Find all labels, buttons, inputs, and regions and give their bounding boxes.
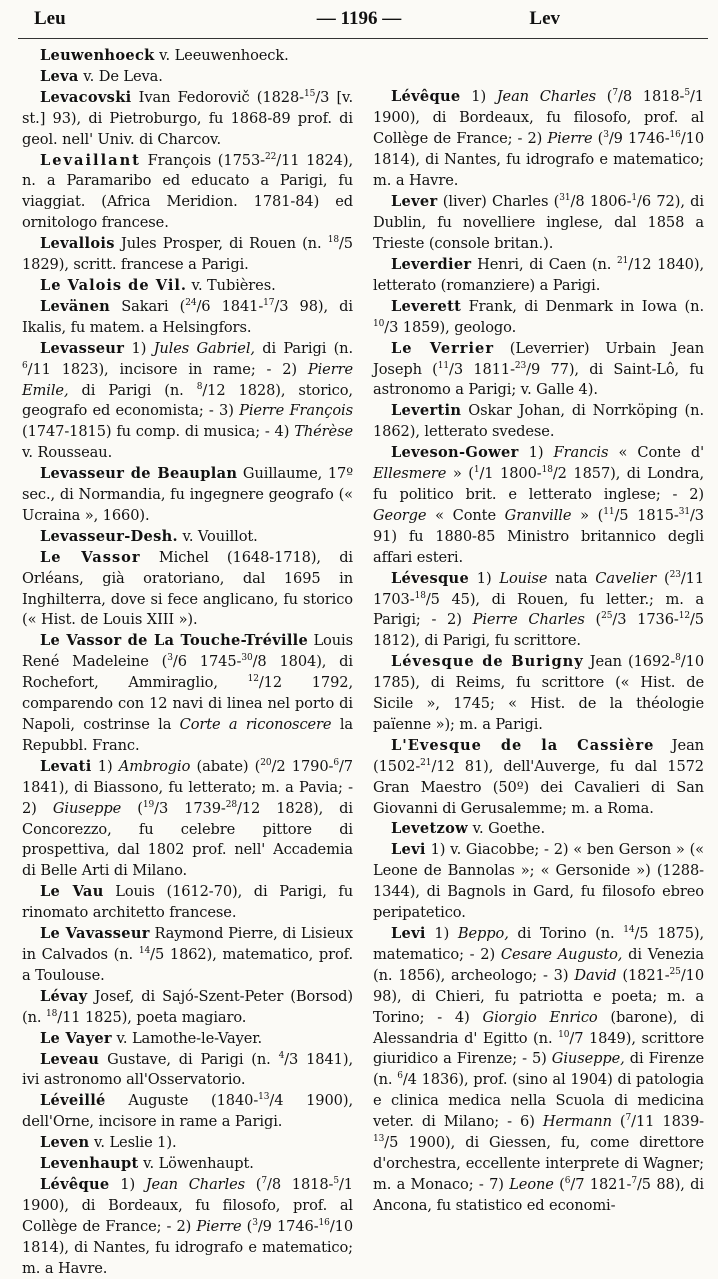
entry: Le Vassor de La Touche-Tréville Louis René Madeleine ($^3$/6 1745-$^{30}$/8 1804), di Rochefort, Ammiraglio, $^{12}$/12 1792, comparendo con 12 navi di linea nel porto di Napoli, costrinse la Corte a riconoscere la Repubbl. Franc. — [22, 632, 353, 754]
headword: Le Verrier — [391, 339, 495, 357]
entry: Leven v. Leslie 1). — [40, 1134, 177, 1152]
entry: Leveson-Gower 1) Francis « Conte d' Ellesmere » ($^1$/1 1800-$^{18}$/2 1857), di Londra, fu politico brit. e letterato inglese; - 2) George « Conte Granville » ($^{11}$/5 1815-$^{31}$/3 91) fu 1880-85 Ministro britannico degli affari esteri. — [373, 444, 705, 566]
entry: Levetzow v. Goethe. — [391, 820, 545, 838]
entry: Léveillé Auguste (1840-$^{13}$/4 1900), dell'Orne, incisore in rame a Parigi. — [22, 1092, 353, 1131]
headword: Leven — [40, 1134, 90, 1152]
page-header — [0, 8, 718, 36]
entry: Le Valois de Vil. v. Tubières. — [40, 276, 276, 294]
headword: Levi — [391, 925, 426, 943]
headword: Le Vavasseur — [40, 925, 150, 943]
left-column — [22, 46, 354, 1277]
entry: Lévesque 1) Louise nata Cavelier ($^{23}$/11 1703-$^{18}$/5 45), di Rouen, fu letter.; m. a Parigi; - 2) Pierre Charles ($^{25}$/3 1736-$^{12}$/5 1812), di Parigi, fu scrittore. — [373, 569, 705, 650]
entry: Leva v. De Leva. — [40, 67, 163, 85]
headword: Levetzow — [391, 820, 469, 838]
entry: Le Vavasseur Raymond Pierre, di Lisieux in Calvados (n. $^{14}$/5 1862), matematico, prof. a Toulouse. — [22, 925, 353, 984]
entry: L'Evesque de la Cassière Jean (1502-$^{21}$/12 81), dell'Auverge, fu dal 1572 Gran Maestro (50º) dei Cavalieri di San Giovanni di Gerusalemme; m. a Roma. — [373, 736, 704, 817]
headword: Leverdier — [391, 256, 472, 274]
entry: Lévay Josef, di Sajó-Szent-Peter (Borsod) (n. $^{18}$/11 1825), poeta magiaro. — [22, 987, 353, 1026]
entry: Le Vassor Michel (1648-1718), di Orléans, già oratoriano, dal 1695 in Inghilterra, dove si fece anglicano, fu storico (« Hist. de Louis XIII »). — [22, 548, 353, 629]
entry: Levasseur-Desh. v. Vouillot. — [40, 527, 258, 545]
entry: Levasseur de Beauplan Guillaume, 17º sec., di Normandia, fu ingegnere geografo (« Ucraina », 1660). — [22, 465, 353, 524]
right-column-content — [373, 46, 704, 1217]
headword: Le Vau — [40, 883, 104, 901]
headword: Le Valois de Vil. — [40, 276, 187, 294]
headword: Levi — [391, 841, 426, 859]
continuation-wrapper — [373, 46, 704, 192]
entry-continuation: Lévêque 1) Jean Charles ($^7$/8 1818-$^5$/1 1900), di Bordeaux, fu filosofo, prof. al Collège de France; - 2) Pierre ($^3$/9 1746-$^{16}$/10 1814), di Nantes, fu idrografo e matematico; m. a Havre. — [373, 88, 704, 189]
entry: Le Vau Louis (1612-70), di Parigi, fu rinomato architetto francese. — [22, 883, 353, 922]
headword: Lévesque de Burigny — [391, 653, 584, 671]
entry: Levasseur 1) Jules Gabriel, di Parigi (n. $^6$/11 1823), incisore in rame; - 2) Pierre Emile, di Parigi (n. $^8$/12 1828), storico, geografo ed economista; - 3) Pierre François (1747-1815) fu comp. di musica; - 4) Thérèse v. Rousseau. — [22, 339, 354, 462]
entry: Levänen Sakari ($^{24}$/6 1841-$^{17}$/3 98), di Ikalis, fu matem. a Helsingfors. — [22, 297, 353, 336]
headword: Leverett — [391, 297, 462, 315]
entry: Lévêque 1) Jean Charles ($^7$/8 1818-$^5$/1 1900), di Bordeaux, fu filosofo, prof. al Collège de France; - 2) Pierre ($^3$/9 1746-$^{16}$/10 1814), di Nantes, fu idrografo e matematico; m. a Havre. — [22, 1175, 353, 1277]
headword: Levenhaupt — [40, 1155, 139, 1173]
headword: Leveson-Gower — [391, 444, 519, 462]
entry: Levallois Jules Prosper, di Rouen (n. $^{18}$/5 1829), scritt. francese a Parigi. — [22, 235, 353, 274]
entry: Leverdier Henri, di Caen (n. $^{21}$/12 1840), letterato (romanziere) a Parigi. — [373, 256, 704, 294]
headword: Leveau — [40, 1050, 100, 1068]
entry: Leveau Gustave, di Parigi (n. $^4$/3 1841), ivi astronomo all'Osservatorio. — [22, 1050, 353, 1089]
header-rule — [18, 38, 708, 39]
header-left-guideword: Leu — [34, 8, 66, 29]
headword: Levasseur de Beauplan — [40, 465, 238, 483]
headword: Leva — [40, 67, 79, 85]
entry: Levacovski Ivan Fedorovič (1828-$^{15}$/3 [v. st.] 93), di Pietroburgo, fu 1868-89 prof. di geol. nell' Univ. di Charcov. — [22, 88, 353, 148]
headword: L'Evesque de la Cassière — [391, 736, 655, 754]
headword: Le Vassor de La Touche-Tréville — [40, 632, 309, 650]
entry: Levi 1) v. Giacobbe; - 2) « ben Gerson » (« Leone de Bannolas »; « Gersonide ») (1288-1344), di Bagnols in Gard, fu filosofo ebreo peripatetico. — [373, 841, 704, 922]
entry: Le Verrier (Leverrier) Urbain Jean Joseph ($^{11}$/3 1811-$^{23}$/9 77), di Saint-Lô, fu astronomo a Parigi; v. Galle 4). — [373, 339, 704, 399]
entry: Levati 1) Ambrogio (abate) ($^{20}$/2 1790-$^6$/7 1841), di Biassono, fu letterato; m. a Pavia; - 2) Giuseppe ($^{19}$/3 1739-$^{28}$/12 1828), di Concorezzo, fu celebre pittore di prospettiva, dal 1802 prof. nell' Accademia di Belle Arti di Milano. — [22, 757, 353, 880]
header-right-guideword: Lev — [529, 8, 560, 29]
headword: Le Vassor — [40, 548, 141, 566]
headword: Lévay — [40, 987, 88, 1005]
entry: Levertin Oskar Johan, di Norrköping (n. 1862), letterato svedese. — [373, 402, 704, 441]
right-column — [373, 46, 705, 1214]
entry: Levi 1) Beppo, di Torino (n. $^{14}$/5 1875), matematico; - 2) Cesare Augusto, di Venezia (n. 1856), archeologo; - 3) David (1821-$^{25}$/10 98), di Chieri, fu patriotta e poeta; m. a Torino; - 4) Giorgio Enrico (barone), di Alessandria d' Egitto (n. $^{10}$/7 1849), scrittore giuridico a Firenze; - 5) Giuseppe, di Firenze (n. $^6$/4 1836), prof. (sino al 1904) di patologia e clinica medica nella Scuola di medicina veter. di Milano; - 6) Hermann ($^7$/11 1839-$^{13}$/5 1900), di Giessen, fu, come direttore d'orchestra, eccellente interprete di Wagner; m. a Monaco; - 7) Leone ($^6$/7 1821-$^7$/5 88), di Ancona, fu statistico ed economi- — [373, 925, 705, 1214]
headword: Lévesque — [391, 569, 470, 587]
headword: Levasseur — [40, 339, 125, 357]
headword: Levasseur-Desh. — [40, 527, 178, 545]
headword: Levacovski — [40, 88, 132, 106]
headword: Léveillé — [40, 1092, 106, 1110]
headword: Leuwenhoeck — [40, 47, 155, 64]
page-number: — 1196 — — [316, 8, 402, 29]
headword: Lever — [391, 193, 438, 211]
entry: Levenhaupt v. Löwenhaupt. — [40, 1155, 254, 1173]
headword: Levertin — [391, 402, 462, 420]
entry: Le Vayer v. Lamothe-le-Vayer. — [40, 1029, 263, 1047]
headword: Levallois — [40, 235, 115, 253]
headword: Levänen — [40, 297, 111, 315]
headword: Levati — [40, 757, 92, 775]
entry: Lévesque de Burigny Jean (1692-$^8$/10 1785), di Reims, fu scrittore (« Hist. de Sicile », 1745; « Hist. de la théologie païenne »); m. a Parigi. — [373, 653, 704, 733]
entry: Levaillant François (1753-$^{22}$/11 1824), n. a Paramaribo ed educato a Parigi, fu viaggiat. (Africa Meridion. 1781-84) ed ornitologo francese. — [22, 151, 353, 232]
entry: Lever (liver) Charles ($^{31}$/8 1806-$^1$/6 72), di Dublin, fu novelliere inglese, dal 1858 a Trieste (console britan.). — [373, 193, 704, 253]
headword: Le Vayer — [40, 1029, 112, 1047]
headword: Lévêque — [40, 1175, 110, 1193]
entry: Leuwenhoeck v. Leeuwenhoeck. — [40, 47, 289, 64]
headword: Levaillant — [40, 151, 141, 169]
entry: Leverett Frank, di Denmark in Iowa (n. $^{10}$/3 1859), geologo. — [373, 297, 704, 336]
headword: Lévêque — [391, 88, 461, 106]
